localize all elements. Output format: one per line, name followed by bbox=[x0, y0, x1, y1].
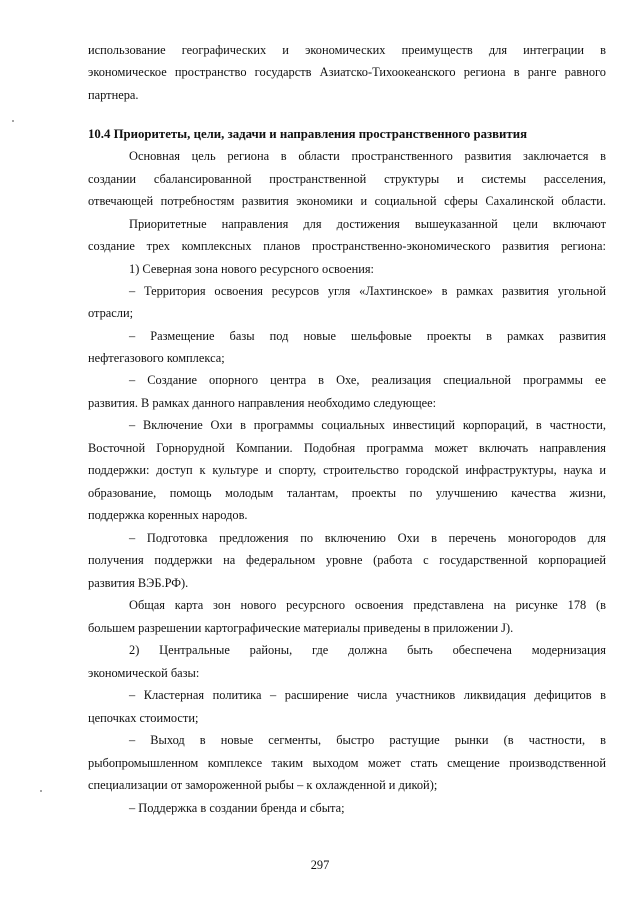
text-line: рыбопромышленном комплексе таким выходом может стать смещение производственной bbox=[88, 756, 606, 770]
text-line: развития ВЭБ.РФ). bbox=[88, 576, 189, 590]
text-line: большем разрешении картографические материалы приведены в приложении J). bbox=[88, 621, 514, 635]
text-line: образование, помощь молодым талантам, проекты по улучшению качества жизни, bbox=[88, 486, 606, 500]
scan-speck bbox=[12, 120, 14, 122]
text-line: Основная цель региона в области пространственного развития заключается в bbox=[129, 149, 606, 163]
text-line: – Размещение базы под новые шельфовые проекты в рамках развития bbox=[129, 329, 606, 343]
text-line: – Включение Охи в программы социальных инвестиций корпораций, в частности, bbox=[129, 418, 606, 432]
text-line: – Территория освоения ресурсов угля «Лахтинское» в рамках развития угольной bbox=[129, 284, 606, 298]
text-line: поддержка коренных народов. bbox=[88, 508, 248, 522]
text-line: – Создание опорного центра в Охе, реализация специальной программы ее bbox=[129, 373, 606, 387]
text-line: развития. В рамках данного направления необходимо следующее: bbox=[88, 396, 437, 410]
text-line: 2) Центральные районы, где должна быть обеспечена модернизация bbox=[129, 643, 606, 657]
text-line: 1) Северная зона нового ресурсного освоения: bbox=[129, 262, 374, 276]
text-line: создание трех комплексных планов пространственно-экономического развития региона: bbox=[88, 239, 606, 253]
text-line: отрасли; bbox=[88, 306, 134, 320]
text-line: использование географических и экономических преимуществ для интеграции в bbox=[88, 43, 606, 57]
text-line: специализации от замороженной рыбы – к охлажденной и дикой); bbox=[88, 778, 438, 792]
text-line: – Подготовка предложения по включению Охи в перечень моногородов для bbox=[129, 531, 606, 545]
text-line: создании сбалансированной пространственной структуры и системы расселения, bbox=[88, 172, 606, 186]
text-line: партнера. bbox=[88, 88, 139, 102]
text-line: поддержки: доступ к культуре и спорту, строительство городской инфраструктуры, наука и bbox=[88, 463, 606, 477]
text-line: экономической базы: bbox=[88, 666, 200, 680]
text-line: экономическое пространство государств Азиатско-Тихоокеанского региона в ранге равного bbox=[88, 65, 606, 79]
text-line: – Поддержка в создании бренда и сбыта; bbox=[129, 801, 345, 815]
text-line: цепочках стоимости; bbox=[88, 711, 199, 725]
text-line: – Выход в новые сегменты, быстро растущие рынки (в частности, в bbox=[129, 733, 606, 747]
text-line: Восточной Горнорудной Компании. Подобная программа может включать направления bbox=[88, 441, 606, 455]
text-line: получения поддержки на федеральном уровне (работа с государственной корпорацией bbox=[88, 553, 606, 567]
text-line: Приоритетные направления для достижения вышеуказанной цели включают bbox=[129, 217, 606, 231]
page-number: 297 bbox=[310, 858, 330, 872]
text-line: – Кластерная политика – расширение числа участников ликвидация дефицитов в bbox=[129, 688, 606, 702]
text-line: отвечающей потребностям развития экономики и социальной сферы Сахалинской области. bbox=[88, 194, 606, 208]
text-line: нефтегазового комплекса; bbox=[88, 351, 225, 365]
text-line: Общая карта зон нового ресурсного освоения представлена на рисунке 178 (в bbox=[129, 598, 606, 612]
section-heading: 10.4 Приоритеты, цели, задачи и направления пространственного развития bbox=[88, 127, 528, 141]
scan-speck bbox=[40, 790, 42, 792]
